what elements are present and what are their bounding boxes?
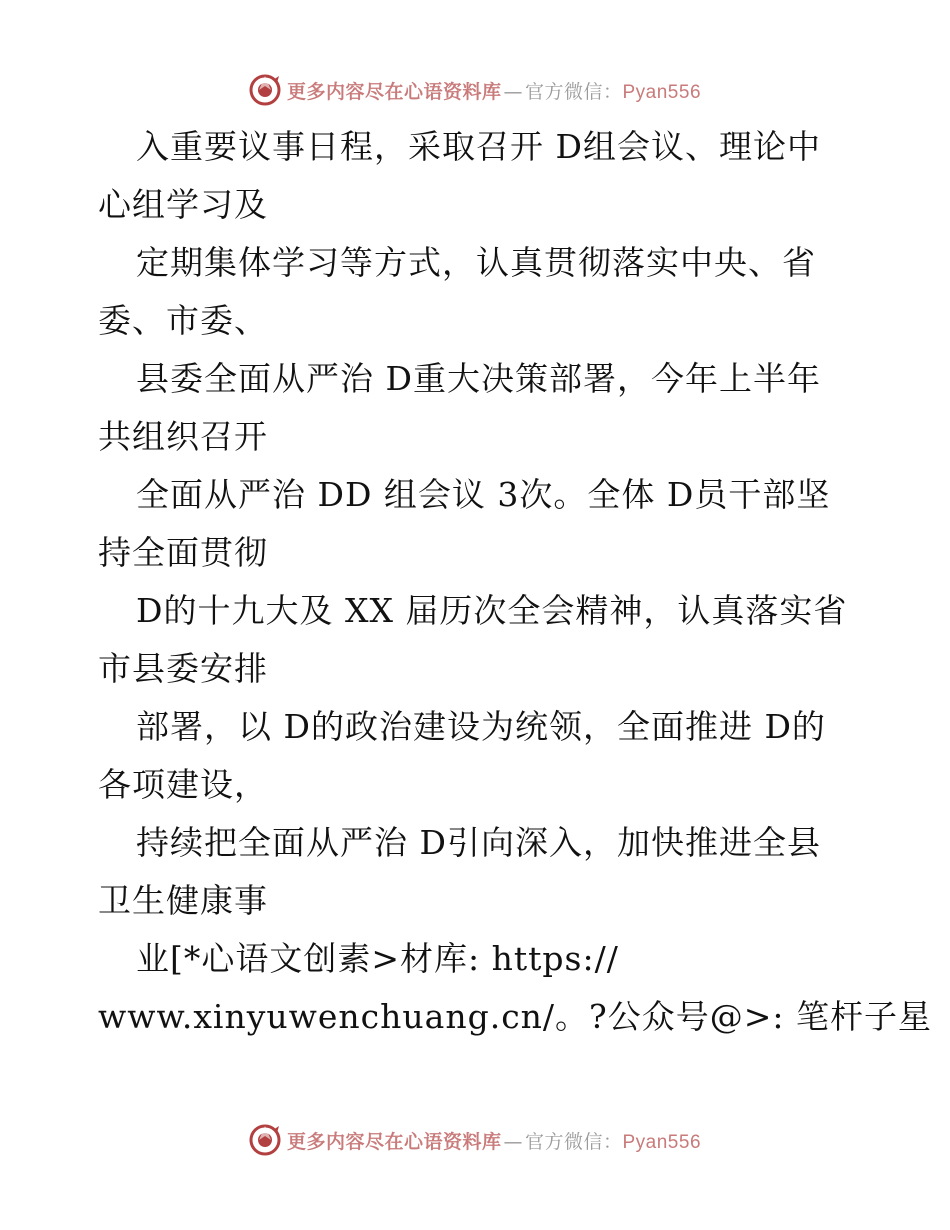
brand-logo-icon bbox=[249, 1124, 281, 1156]
text-line: 卫生健康事 bbox=[98, 881, 268, 920]
text-line: D的十九大及 XX 届历次全会精神，认真落实省 bbox=[136, 591, 848, 630]
text-line: 定期集体学习等方式，认真贯彻落实中央、省 bbox=[136, 243, 816, 282]
text-line: 持续把全面从严治 D引向深入，加快推进全县 bbox=[136, 823, 821, 862]
text-line: 全面从严治 DD 组会议 3次。全体 D员干部坚 bbox=[136, 475, 831, 514]
header-banner-text bbox=[287, 77, 701, 104]
text-line: 各项建设， bbox=[98, 765, 268, 804]
text-line: 部署，以 D的政治建设为统领，全面推进 D的 bbox=[136, 707, 826, 746]
text-line: 共组织召开 bbox=[98, 417, 268, 456]
header-brand: 更多内容尽在心语资料库 bbox=[286, 80, 502, 103]
header-banner bbox=[0, 70, 950, 110]
brand-logo-icon bbox=[249, 74, 281, 106]
footer-banner-text bbox=[287, 1127, 701, 1154]
text-line: 业[*心语文创素>材库: https:// bbox=[136, 939, 619, 978]
footer-separator: — bbox=[503, 1130, 523, 1153]
header-account: Pyan556 bbox=[622, 81, 702, 103]
footer-banner bbox=[0, 1120, 950, 1160]
header-wechat-label: 官方微信： bbox=[524, 80, 623, 103]
text-line: 市县委安排 bbox=[98, 649, 268, 688]
text-line: 入重要议事日程，采取召开 D组会议、理论中 bbox=[136, 127, 821, 166]
text-line: 委、市委、 bbox=[98, 301, 268, 340]
footer-wechat-label: 官方微信： bbox=[524, 1130, 623, 1153]
text-line: 持全面贯彻 bbox=[98, 533, 268, 572]
text-line: www.xinyuwenchuang.cn/。?公众号@>: 笔杆子星 bbox=[98, 997, 932, 1036]
document-body bbox=[98, 118, 932, 1046]
footer-brand: 更多内容尽在心语资料库 bbox=[286, 1130, 502, 1153]
text-line: 县委全面从严治 D重大决策部署，今年上半年 bbox=[136, 359, 821, 398]
footer-account: Pyan556 bbox=[622, 1131, 702, 1153]
text-line: 心组学习及 bbox=[98, 185, 268, 224]
header-separator: — bbox=[503, 80, 523, 103]
